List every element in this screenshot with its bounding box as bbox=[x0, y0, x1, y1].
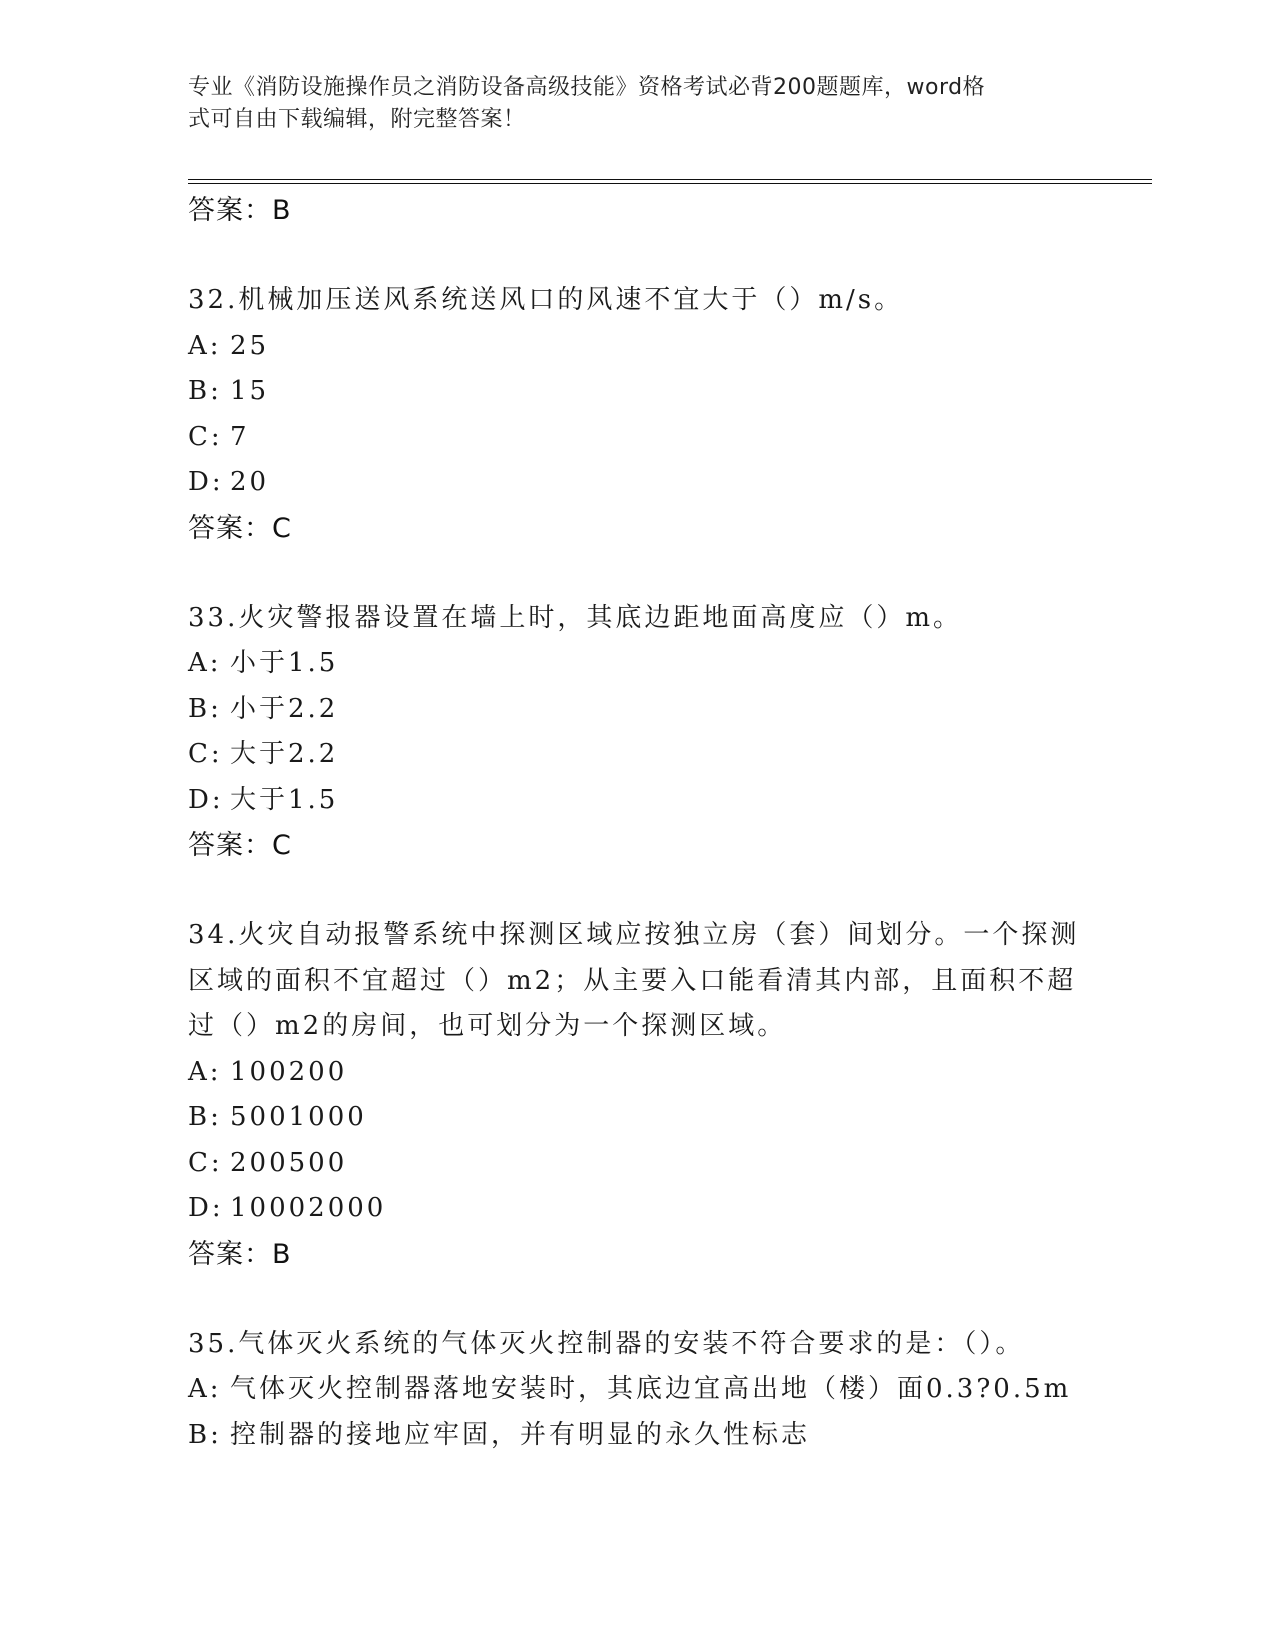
header-divider-bottom bbox=[188, 183, 1152, 184]
option-label: D: bbox=[188, 784, 224, 815]
option-label: D: bbox=[188, 467, 224, 497]
option-text: 小于1.5 bbox=[230, 648, 339, 678]
question-block bbox=[188, 596, 1088, 869]
option-a bbox=[188, 641, 1088, 687]
spacer bbox=[188, 233, 1088, 278]
option-b bbox=[188, 687, 1088, 733]
option-d bbox=[188, 1186, 1088, 1232]
option-label: A: bbox=[188, 1374, 222, 1404]
option-text: 7 bbox=[230, 421, 250, 452]
question-list bbox=[188, 188, 1088, 1458]
option-c bbox=[188, 1141, 1088, 1187]
option-text: 大于2.2 bbox=[230, 739, 339, 769]
option-text: 大于1.5 bbox=[230, 784, 339, 815]
option-label: C: bbox=[188, 1147, 223, 1178]
option-d bbox=[188, 778, 1088, 824]
option-a bbox=[188, 1367, 1088, 1413]
option-label: B: bbox=[188, 693, 222, 724]
question-block bbox=[188, 278, 1088, 551]
header-divider-top bbox=[188, 179, 1152, 180]
option-text: 25 bbox=[230, 330, 270, 361]
option-label: B: bbox=[188, 1102, 222, 1132]
question-block bbox=[188, 1322, 1088, 1459]
question-text: 32.机械加压送风系统送风口的风速不宜大于（）m/s。 bbox=[188, 285, 904, 315]
option-b bbox=[188, 369, 1088, 415]
option-c bbox=[188, 415, 1088, 461]
option-c bbox=[188, 732, 1088, 778]
option-text: 10002000 bbox=[230, 1193, 387, 1223]
option-label: B: bbox=[188, 1419, 222, 1450]
question-text: 34.火灾自动报警系统中探测区域应按独立房（套）间划分。一个探测 bbox=[188, 920, 1080, 950]
option-label: C: bbox=[188, 739, 223, 769]
option-label: A: bbox=[188, 1056, 222, 1087]
question-text: 区域的面积不宜超过（）m2；从主要入口能看清其内部，且面积不超 bbox=[188, 965, 1077, 996]
option-text: 100200 bbox=[230, 1056, 348, 1087]
option-label: B: bbox=[188, 376, 222, 406]
header-line-2: 式可自由下载编辑，附完整答案！ bbox=[188, 107, 526, 132]
option-text: 控制器的接地应牢固，并有明显的永久性标志 bbox=[230, 1419, 811, 1450]
option-label: A: bbox=[188, 330, 222, 361]
option-text: 20 bbox=[230, 467, 270, 497]
option-text: 15 bbox=[230, 376, 270, 406]
answer-line: 答案：C bbox=[188, 830, 292, 861]
answer-line: 答案：B bbox=[188, 1238, 292, 1270]
spacer bbox=[188, 1277, 1088, 1322]
spacer bbox=[188, 551, 1088, 596]
document-header bbox=[188, 72, 1068, 136]
option-b bbox=[188, 1413, 1088, 1459]
spacer bbox=[188, 868, 1088, 913]
question-text: 35.气体灭火系统的气体灭火控制器的安装不符合要求的是：（）。 bbox=[188, 1328, 1025, 1359]
option-a bbox=[188, 1050, 1088, 1096]
previous-answer: 答案：B bbox=[188, 195, 292, 226]
option-text: 小于2.2 bbox=[230, 693, 339, 724]
option-d bbox=[188, 460, 1088, 506]
header-line-1: 专业《消防设施操作员之消防设备高级技能》资格考试必背200题题库，word格 bbox=[188, 75, 986, 100]
option-label: D: bbox=[188, 1193, 224, 1223]
option-label: A: bbox=[188, 648, 222, 678]
question-text: 33.火灾警报器设置在墙上时，其底边距地面高度应（）m。 bbox=[188, 602, 963, 633]
option-text: 5001000 bbox=[230, 1102, 367, 1132]
option-text: 气体灭火控制器落地安装时，其底边宜高出地（楼）面0.3?0.5m bbox=[230, 1374, 1072, 1404]
option-text: 200500 bbox=[230, 1147, 348, 1178]
answer-line: 答案：C bbox=[188, 512, 292, 544]
question-text: 过（）m2的房间，也可划分为一个探测区域。 bbox=[188, 1011, 787, 1041]
question-block bbox=[188, 913, 1088, 1277]
option-b bbox=[188, 1095, 1088, 1141]
option-a bbox=[188, 324, 1088, 370]
option-label: C: bbox=[188, 421, 223, 452]
